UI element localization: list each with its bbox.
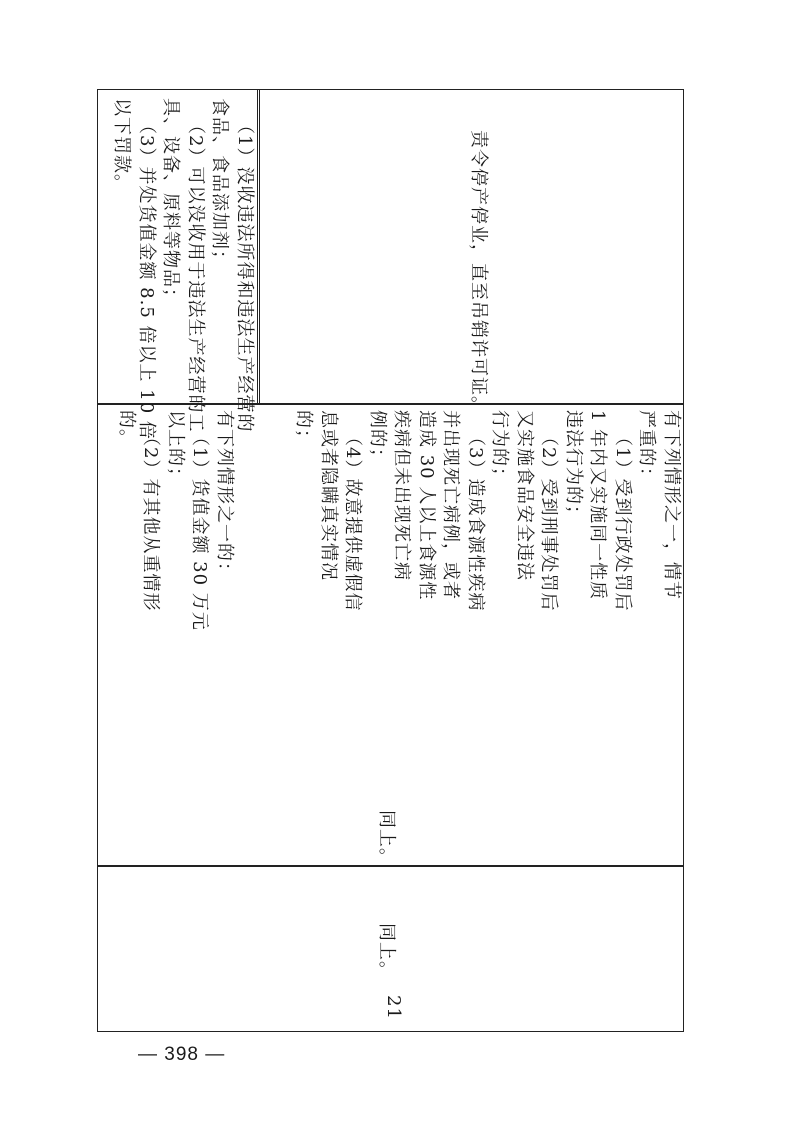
row-number: 21 bbox=[383, 995, 404, 1020]
circumstance-line: 以上的； bbox=[165, 410, 186, 486]
circumstance-line: 有下列情形之一的： bbox=[214, 410, 235, 581]
circumstance-line: 1 年内又实施同一性质 bbox=[587, 410, 609, 601]
circumstance-line: 行为的； bbox=[489, 410, 511, 486]
same-as-above-text: 同上。 bbox=[376, 923, 397, 980]
circumstance-line: （1）货值金额 30 万元 bbox=[189, 428, 211, 631]
circumstance-line: （3）造成食源性疾病 bbox=[465, 428, 486, 612]
circumstance-line: 息或者隐瞒真实情况 bbox=[318, 410, 339, 581]
circumstance-line: 严重的： bbox=[636, 410, 658, 486]
circumstance-cell-1 bbox=[114, 410, 237, 631]
row-number-cell bbox=[381, 995, 406, 1020]
circumstance-line: 造成 30 人以上食源性 bbox=[416, 410, 437, 601]
circumstance-line: 违法行为的； bbox=[563, 410, 584, 524]
circumstance-line: （2）有其他从重情形 bbox=[140, 428, 162, 612]
circumstance-line: 的。 bbox=[116, 410, 137, 448]
circumstance-line: 并出现死亡病例，或者 bbox=[440, 410, 462, 600]
same-as-above-cell-1 bbox=[374, 923, 399, 980]
page-number: — 398 — bbox=[138, 1044, 226, 1065]
penalty-line: 具、设备、原料等物品； bbox=[160, 98, 182, 307]
penalty-line: （2）可以没收用于违法生产经营的工 bbox=[185, 116, 206, 433]
penalty-line: 食品、食品添加剂； bbox=[209, 98, 231, 269]
penalty-cell-2 bbox=[466, 130, 491, 415]
penalty-cell-1 bbox=[109, 98, 256, 440]
penalty-line: 以下罚款。 bbox=[111, 98, 133, 193]
regulation-table bbox=[97, 89, 684, 1032]
circumstance-line: 有下列情形之一，情节 bbox=[661, 410, 682, 600]
same-as-above-cell-2 bbox=[374, 810, 399, 867]
circumstance-line: 例的； bbox=[367, 410, 388, 467]
circumstance-line: 的； bbox=[293, 410, 315, 448]
penalty-line: （3）并处货值金额 8.5 倍以上 10 倍 bbox=[136, 116, 157, 440]
circumstance-cell-2 bbox=[291, 410, 683, 611]
penalty-line: 责令停产停业，直至吊销许可证。 bbox=[468, 130, 489, 415]
circumstance-line: （1）受到行政处罚后 bbox=[612, 428, 633, 612]
penalty-line: （1）没收违法所得和违法生产经营的 bbox=[234, 116, 255, 433]
circumstance-line: （4）故意提供虚假信 bbox=[342, 428, 364, 612]
column-divider bbox=[259, 90, 260, 404]
circumstance-line: 又实施食品安全违法 bbox=[514, 410, 535, 581]
same-as-above-text: 同上。 bbox=[376, 810, 397, 867]
circumstance-line: （2）受到刑事处罚后 bbox=[538, 428, 560, 612]
circumstance-line: 疾病但未出现死亡病 bbox=[391, 410, 413, 581]
